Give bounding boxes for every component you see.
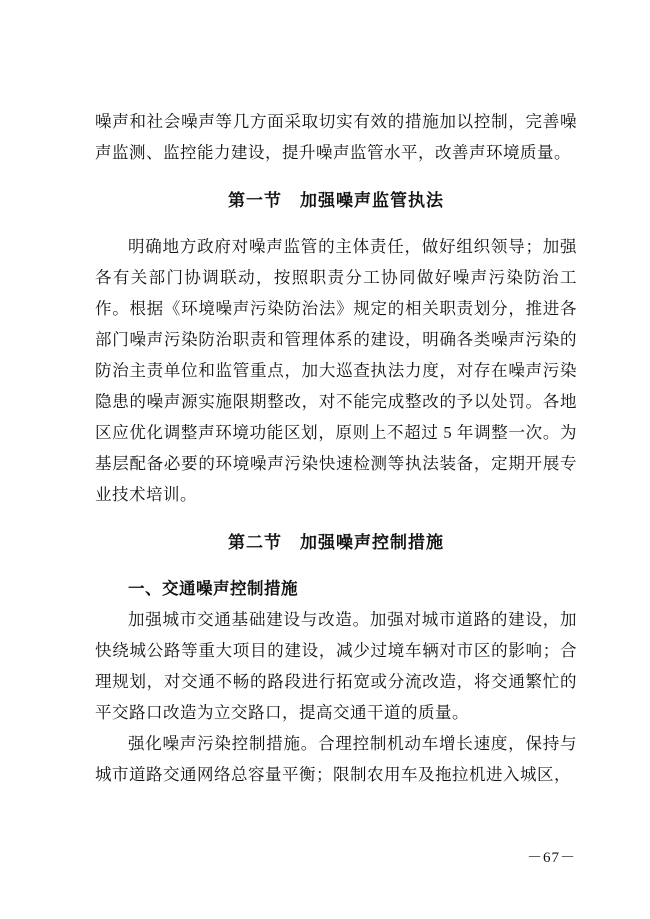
- section-1-paragraph: 明确地方政府对噪声监管的主体责任，做好组织领导；加强各有关部门协调联动，按照职责分工协同做好噪声污染防治工作。根据《环境噪声污染防治法》规定的相关职责划分，推进各部门噪声污染防治职责和管理体系的建设，明确各类噪声污染的防治主责单位和监管重点，加大巡查执法力度，对存在噪声污染隐患的噪声源实施限期整改，对不能完成整改的予以处罚。各地区应优化调整声环境功能区划，原则上不超过 5 年调整一次。为基层配备必要的环境噪声污染快速检测等执法装备，定期开展专业技术培训。: [95, 237, 577, 504]
- page-number: －67－: [526, 850, 576, 866]
- paragraph-continuation: 噪声和社会噪声等几方面采取切实有效的措施加以控制，完善噪声监测、监控能力建设，提升噪声监管水平，改善声环境质量。: [95, 112, 577, 162]
- section-2-paragraph-1: 加强城市交通基础建设与改造。加强对城市道路的建设，加快绕城公路等重大项目的建设，减少过境车辆对市区的影响；合理规划，对交通不畅的路段进行拓宽或分流改造，将交通繁忙的平交路口改造为立交路口，提高交通干道的质量。: [95, 610, 577, 722]
- subsection-heading: 一、交通噪声控制措施: [128, 579, 298, 598]
- section-1-heading: 第一节 加强噪声监管执法: [228, 191, 444, 210]
- document-content: [95, 106, 577, 790]
- section-2-paragraph-2: 强化噪声污染控制措施。合理控制机动车增长速度，保持与城市道路交通网络总容量平衡；限制农用车及拖拉机进入城区，: [95, 734, 577, 784]
- section-2-heading: 第二节 加强噪声控制措施: [228, 533, 444, 552]
